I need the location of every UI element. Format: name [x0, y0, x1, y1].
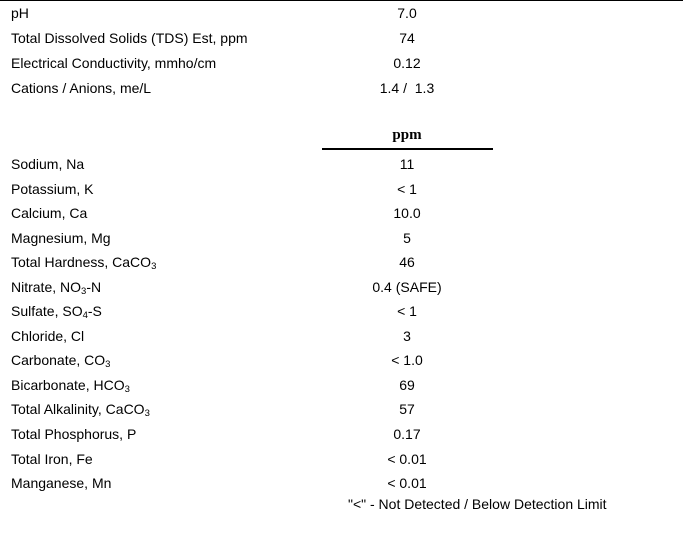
analyte-row-manganese — [0, 475, 683, 495]
row-label: Magnesium, Mg — [11, 230, 111, 246]
analyte-row-total-phosphorus — [0, 426, 683, 446]
row-value: < 1 — [397, 181, 417, 197]
analyte-row-carbonate — [0, 352, 683, 372]
row-label — [11, 303, 102, 319]
analyte-row-total-iron — [0, 451, 683, 471]
row-value: < 0.01 — [387, 451, 427, 467]
row-label — [11, 254, 156, 270]
label-subscript: 3 — [105, 359, 111, 370]
label-subscript: 3 — [144, 408, 150, 419]
row-value: < 0.01 — [387, 475, 427, 491]
analyte-row-chloride — [0, 328, 683, 348]
analyte-row-sodium — [0, 156, 683, 176]
label-text: Sulfate, SO — [11, 303, 83, 319]
analyte-row-magnesium — [0, 230, 683, 250]
summary-row-ph — [0, 5, 683, 25]
analyte-row-total-hardness — [0, 254, 683, 274]
row-value: < 1 — [397, 303, 417, 319]
analyte-row-nitrate — [0, 279, 683, 299]
label-text: Total Alkalinity, CaCO — [11, 401, 145, 417]
summary-row-cations-anions — [0, 80, 683, 100]
label-subscript: 4 — [82, 310, 88, 321]
row-label — [11, 377, 130, 393]
summary-row-conductivity — [0, 55, 683, 75]
label-subscript: 3 — [124, 384, 130, 395]
label-text: Nitrate, NO — [11, 279, 82, 295]
row-value: 5 — [403, 230, 411, 246]
analyte-row-total-alkalinity — [0, 401, 683, 421]
analyte-row-bicarbonate — [0, 377, 683, 397]
row-value: 57 — [399, 401, 415, 417]
row-value: 69 — [399, 377, 415, 393]
label-text: Carbonate, CO — [11, 352, 106, 368]
analyte-row-sulfate — [0, 303, 683, 323]
label-suffix: -N — [86, 279, 102, 295]
row-label: Electrical Conductivity, mmho/cm — [11, 55, 217, 71]
row-value: 46 — [399, 254, 415, 270]
unit-header: ppm — [392, 127, 422, 143]
label-subscript: 3 — [81, 286, 87, 297]
row-label: Potassium, K — [11, 181, 94, 197]
row-label: Cations / Anions, me/L — [11, 80, 152, 96]
label-text: Bicarbonate, HCO — [11, 377, 125, 393]
analyte-row-potassium — [0, 181, 683, 201]
row-value: 11 — [399, 156, 415, 172]
row-label: Manganese, Mn — [11, 475, 112, 491]
row-label: Sodium, Na — [11, 156, 85, 172]
row-label: Total Phosphorus, P — [11, 426, 137, 442]
summary-row-tds — [0, 30, 683, 50]
label-suffix: -S — [87, 303, 102, 319]
row-label: Total Dissolved Solids (TDS) Est, ppm — [11, 30, 248, 46]
row-value: 3 — [403, 328, 411, 344]
label-text: Total Hardness, CaCO — [11, 254, 152, 270]
footnote: "<" - Not Detected / Below Detection Limit — [348, 496, 607, 512]
row-value: < 1.0 — [391, 352, 423, 368]
row-label: Calcium, Ca — [11, 205, 88, 221]
label-subscript: 3 — [151, 261, 157, 272]
row-value: 0.12 — [393, 55, 421, 71]
row-label — [11, 279, 101, 295]
row-label: Chloride, Cl — [11, 328, 85, 344]
row-value: 10.0 — [393, 205, 421, 221]
row-label: Total Iron, Fe — [11, 451, 93, 467]
row-label: pH — [11, 5, 29, 21]
row-value: 74 — [399, 30, 415, 46]
row-value: 7.0 — [397, 5, 417, 21]
row-value: 1.4 / 1.3 — [379, 80, 435, 96]
row-value: 0.4 (SAFE) — [372, 279, 442, 295]
top-rule — [0, 0, 683, 1]
unit-header-rule — [322, 148, 493, 150]
analyte-row-calcium — [0, 205, 683, 225]
row-value: 0.17 — [393, 426, 421, 442]
row-label — [11, 352, 110, 368]
row-label — [11, 401, 150, 417]
